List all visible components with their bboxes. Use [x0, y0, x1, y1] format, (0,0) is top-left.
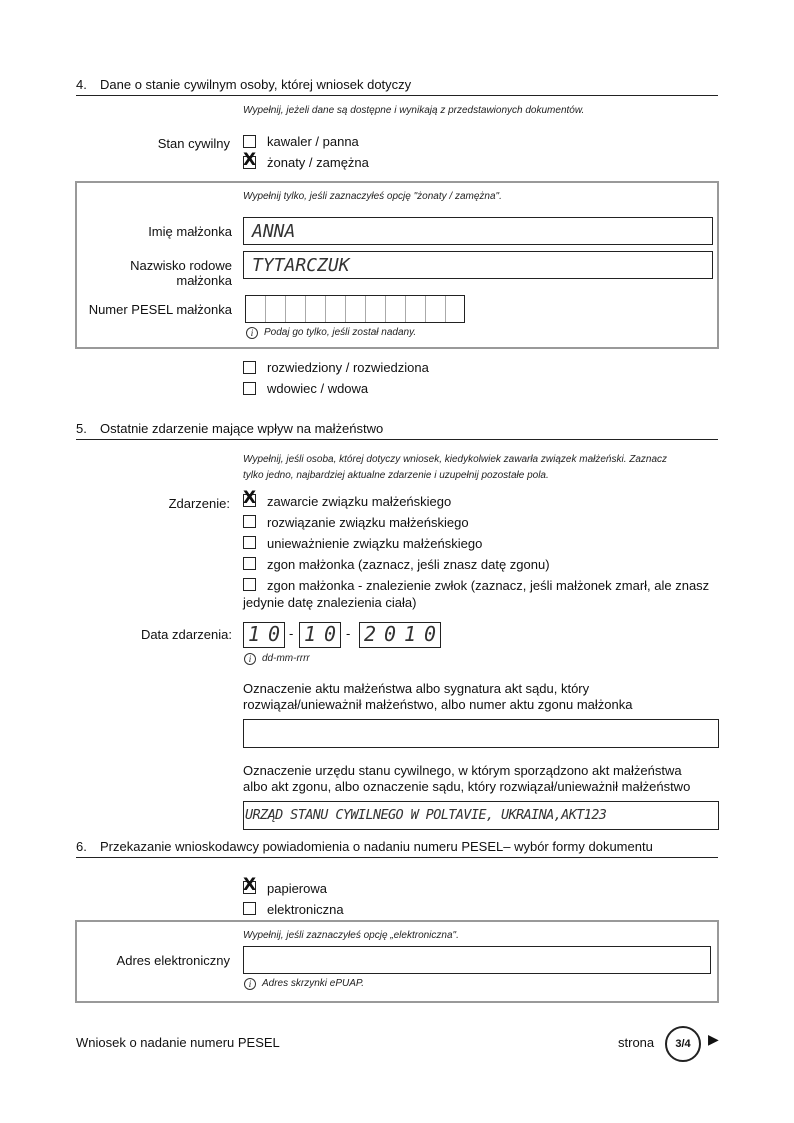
checkbox-electronic[interactable] — [243, 902, 256, 915]
spouse-surname-label-2: małżonka — [176, 273, 232, 288]
option-widowed-label: wdowiec / wdowa — [267, 381, 369, 396]
event-body-found-label: zgon małżonka - znalezienie zwłok (zaznacz, jeśli małżonek zmarł, ale znasz — [267, 578, 710, 593]
event-spouse-death-label: zgon małżonka (zaznacz, jeśli znasz datę zgonu) — [267, 557, 550, 572]
option-divorced-label: rozwiedziony / rozwiedziona — [267, 360, 429, 375]
section-5-hint-line2: tylko jedno, najbardziej aktualne zdarzenie i uzupełnij pozostałe pola. — [243, 470, 549, 481]
office-value: URZĄD STANU CYWILNEGO W POLTAVIE, UKRAINA,AKT123 — [245, 807, 607, 823]
office-label-line1: Oznaczenie urzędu stanu cywilnego, w którym sporządzono akt małżeństwa — [243, 763, 682, 778]
event-annulment-label: unieważnienie związku małżeńskiego — [267, 536, 483, 551]
date-month-field[interactable]: 1 0 — [299, 622, 341, 648]
checkbox-event-spouse-death[interactable] — [243, 557, 256, 570]
section-5-title: 5. Ostatnie zdarzenie mające wpływ na małżeństwo — [76, 421, 718, 440]
act-number-field[interactable] — [243, 719, 719, 748]
email-box-hint: Wypełnij, jeśli zaznaczyłeś opcję „elektroniczna". — [243, 930, 459, 941]
spouse-pesel-label: Numer PESEL małżonka — [88, 302, 232, 317]
spouse-pesel-field[interactable] — [245, 295, 465, 323]
checkbox-widowed[interactable] — [243, 382, 256, 395]
spouse-first-name-label: Imię małżonka — [148, 224, 232, 239]
check-icon: X — [243, 150, 257, 170]
office-label-line2: albo akt zgonu, albo oznaczenie sądu, który rozwiązał/unieważnił małżeństwo — [243, 779, 691, 794]
checkbox-married[interactable] — [243, 150, 257, 170]
event-body-found-label-line2: jedynie datę znalezienia ciała) — [243, 595, 417, 610]
email-field[interactable] — [243, 946, 711, 974]
next-page-icon[interactable]: ▶ — [708, 1032, 719, 1048]
option-paper-label: papierowa — [267, 881, 327, 896]
event-dissolution-label: rozwiązanie związku małżeńskiego — [267, 515, 469, 530]
section-4-title: 4. Dane o stanie cywilnym osoby, której wniosek dotyczy — [76, 77, 718, 96]
email-label: Adres elektroniczny — [116, 953, 230, 968]
date-year-field[interactable]: 2 0 1 0 — [359, 622, 441, 648]
checkbox-event-dissolution[interactable] — [243, 515, 256, 528]
marital-status-label: Stan cywilny — [157, 136, 230, 151]
option-married-label: żonaty / zamężna — [267, 155, 369, 170]
checkbox-paper[interactable] — [243, 875, 257, 895]
checkbox-event-annulment[interactable] — [243, 536, 256, 549]
date-format-hint: dd-mm-rrrr — [262, 653, 310, 664]
spouse-box-hint: Wypełnij tylko, jeśli zaznaczyłeś opcję "żonaty / zamężna". — [243, 191, 502, 202]
info-icon: i — [244, 978, 256, 990]
spouse-surname-label-1: Nazwisko rodowe — [130, 258, 232, 273]
option-electronic-label: elektroniczna — [267, 902, 344, 917]
info-icon: i — [246, 327, 258, 339]
email-field-hint: Adres skrzynki ePUAP. — [262, 978, 365, 989]
event-marriage-label: zawarcie związku małżeńskiego — [267, 494, 452, 509]
event-label: Zdarzenie: — [168, 496, 230, 511]
footer-title: Wniosek o nadanie numeru PESEL — [76, 1035, 280, 1050]
info-icon: i — [244, 653, 256, 665]
date-separator: - — [289, 626, 294, 641]
section-5-hint-line1: Wypełnij, jeśli osoba, której dotyczy wniosek, kiedykolwiek zawarła związek małżeński. Zaznacz — [243, 454, 668, 465]
date-day-field[interactable]: 1 0 — [243, 622, 285, 648]
check-icon: X — [243, 875, 257, 895]
footer-page-word: strona — [618, 1035, 655, 1050]
date-separator: - — [346, 626, 351, 641]
option-single-label: kawaler / panna — [267, 134, 359, 149]
section-4-hint: Wypełnij, jeżeli dane są dostępne i wynikają z przedstawionych dokumentów. — [243, 105, 585, 116]
spouse-first-name-field[interactable] — [243, 217, 713, 245]
office-field[interactable] — [243, 801, 719, 830]
checkbox-divorced[interactable] — [243, 361, 256, 374]
checkbox-event-marriage[interactable] — [243, 488, 257, 508]
checkbox-event-body-found[interactable] — [243, 578, 256, 591]
spouse-surname-value: TYTARCZUK — [252, 255, 350, 276]
spouse-first-name-value: ANNA — [252, 221, 296, 242]
spouse-pesel-hint: Podaj go tylko, jeśli został nadany. — [264, 327, 417, 338]
section-6-title: 6. Przekazanie wnioskodawcy powiadomienia o nadaniu numeru PESEL– wybór formy dokumentu — [76, 839, 718, 858]
checkbox-single[interactable] — [243, 135, 256, 148]
spouse-surname-field[interactable] — [243, 251, 713, 279]
act-label-line2: rozwiązał/unieważnił małżeństwo, albo numer aktu zgonu małżonka — [243, 697, 633, 712]
check-icon: X — [243, 488, 257, 508]
page-number-badge: 3/4 — [665, 1026, 701, 1062]
act-label-line1: Oznaczenie aktu małżeństwa albo sygnatura akt sądu, który — [243, 681, 590, 696]
event-date-label: Data zdarzenia: — [140, 627, 232, 642]
